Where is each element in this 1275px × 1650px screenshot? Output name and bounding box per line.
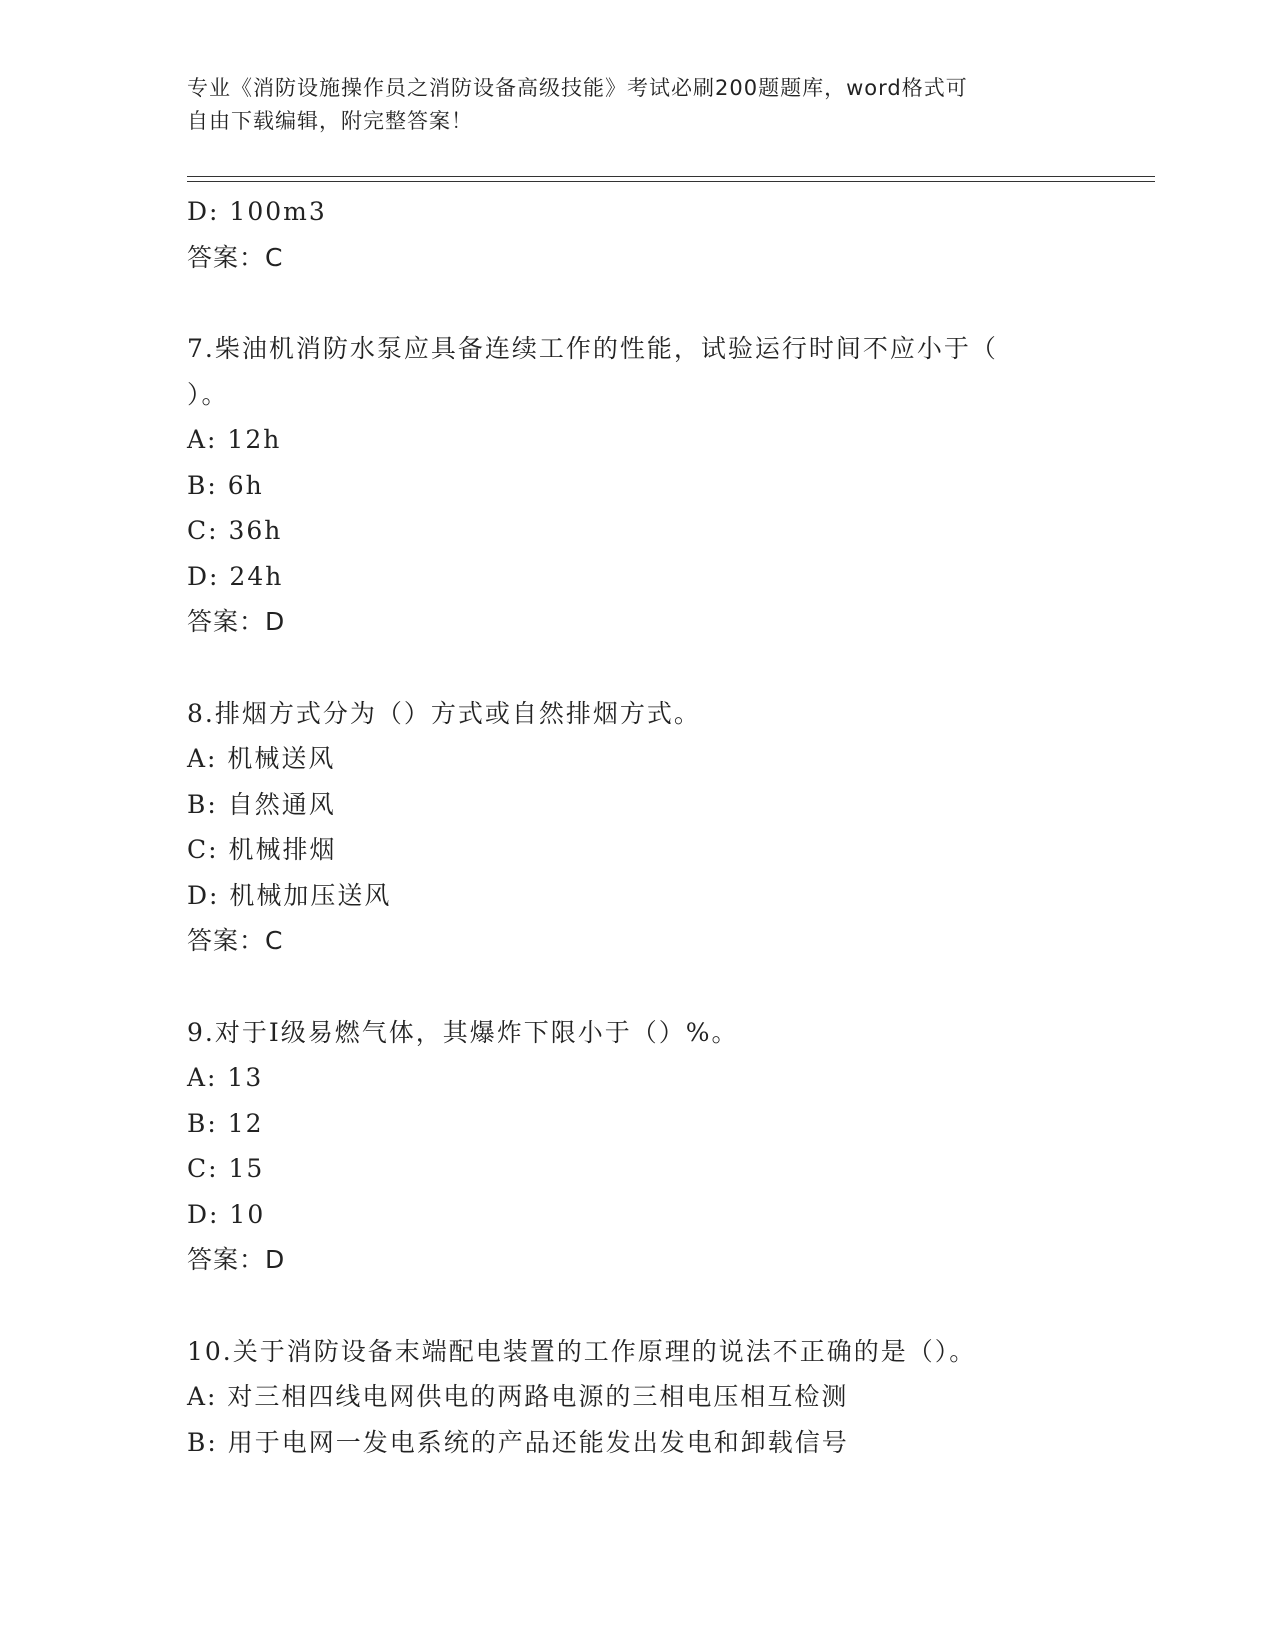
spacer	[187, 280, 1127, 326]
question-9	[187, 1010, 1127, 1283]
document-header	[187, 72, 1087, 138]
option-a: A: 对三相四线电网供电的两路电源的三相电压相互检测	[187, 1382, 849, 1411]
option-a: A: 12h	[187, 425, 282, 454]
question-stem-cont: ）。	[187, 379, 229, 409]
header-divider-top	[187, 176, 1155, 177]
option-d: D: 24h	[187, 561, 284, 591]
option-a: A: 13	[187, 1063, 264, 1092]
header-title-line2: 自由下载编辑，附完整答案！	[187, 109, 473, 133]
question-stem: 10.关于消防设备末端配电装置的工作原理的说法不正确的是（）。	[187, 1336, 977, 1366]
option-a: A: 机械送风	[187, 744, 336, 773]
spacer	[187, 1283, 1127, 1329]
option-c: C: 36h	[187, 516, 283, 545]
spacer	[187, 964, 1127, 1010]
option-b: B: 自然通风	[187, 789, 336, 819]
option-c: C: 15	[187, 1154, 265, 1183]
prev-answer: 答案：C	[187, 242, 284, 272]
header-title-line1: 专业《消防设施操作员之消防设备高级技能》考试必刷200题题库，word格式可	[187, 76, 968, 100]
question-stem: 8.排烟方式分为（）方式或自然排烟方式。	[187, 698, 701, 728]
option-b: B: 用于电网一发电系统的产品还能发出发电和卸载信号	[187, 1427, 849, 1457]
question-stem: 9.对于Ⅰ级易燃气体，其爆炸下限小于（）%。	[187, 1017, 739, 1047]
question-content	[187, 189, 1127, 1465]
answer: 答案：C	[187, 926, 284, 955]
option-b: B: 12	[187, 1108, 264, 1138]
answer: 答案：D	[187, 1245, 286, 1274]
option-b: B: 6h	[187, 470, 264, 500]
option-c: C: 机械排烟	[187, 835, 337, 864]
prev-option-d: D: 100m3	[187, 197, 327, 226]
question-8	[187, 691, 1127, 964]
spacer	[187, 645, 1127, 691]
option-d: D: 机械加压送风	[187, 880, 392, 910]
option-d: D: 10	[187, 1199, 266, 1229]
question-10	[187, 1329, 1127, 1466]
question-stem: 7.柴油机消防水泵应具备连续工作的性能，试验运行时间不应小于（	[187, 334, 998, 363]
question-7	[187, 326, 1127, 645]
answer: 答案：D	[187, 607, 286, 636]
header-divider-bottom	[187, 181, 1155, 182]
